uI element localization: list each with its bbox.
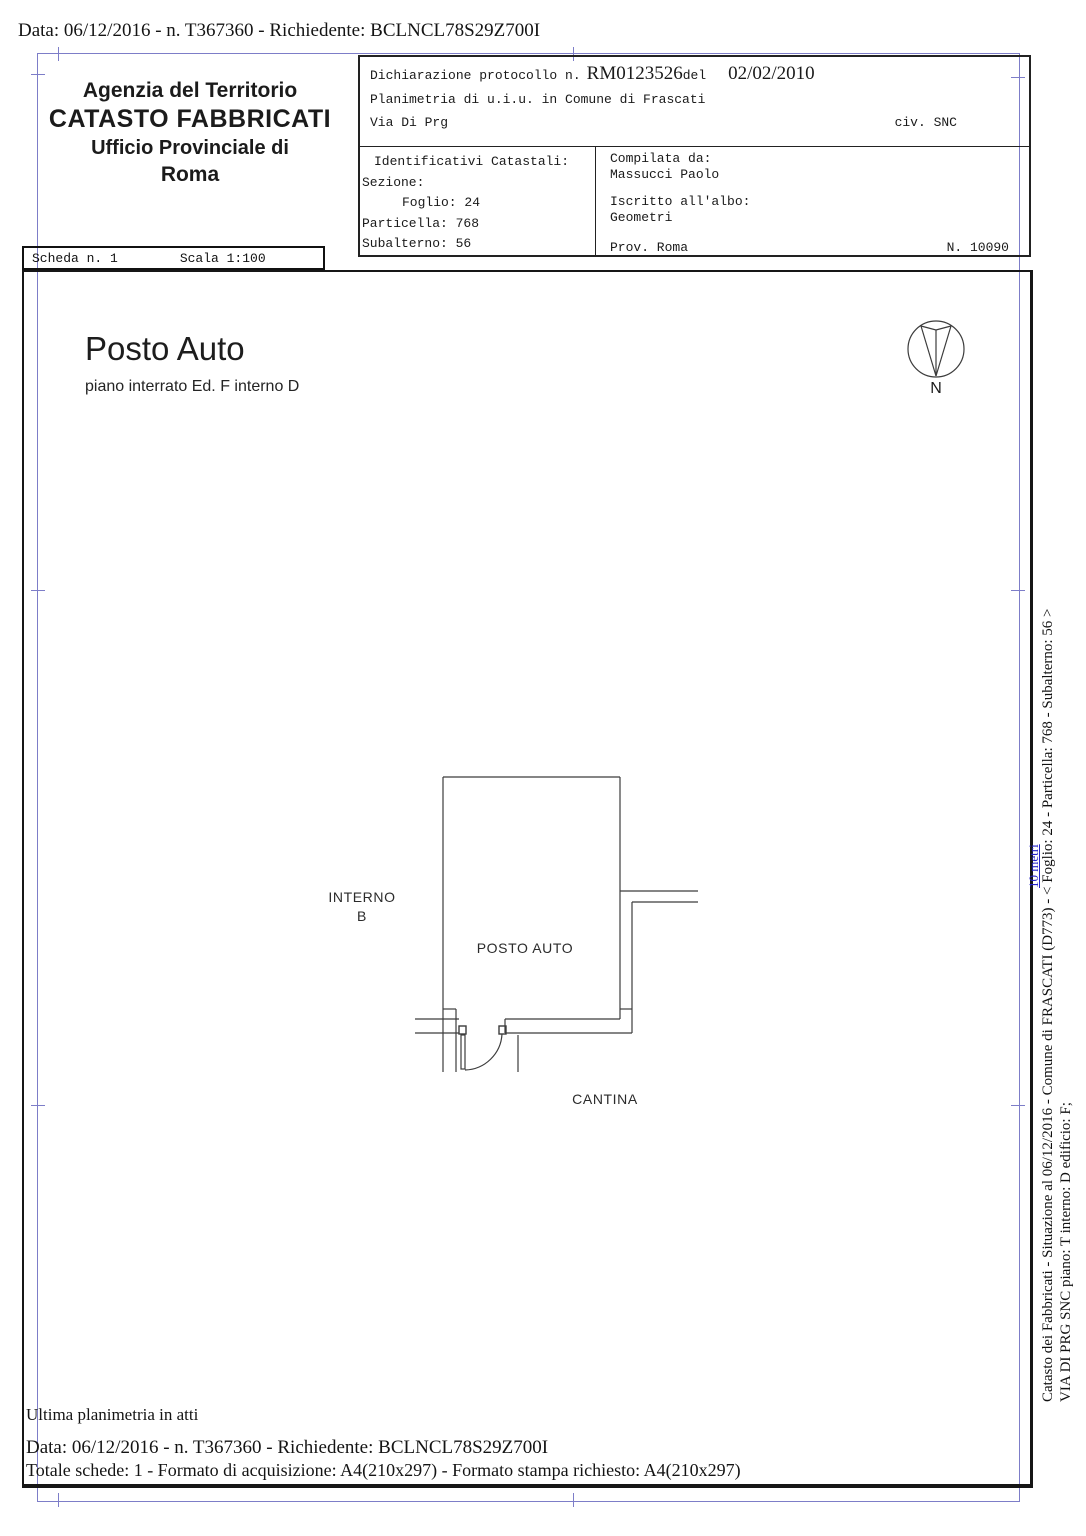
scala-value: Scala 1:100: [179, 250, 266, 266]
scheda-box: [22, 246, 325, 270]
compilata-name: Massucci Paolo: [610, 167, 720, 182]
civic-number: civ. SNC: [894, 115, 957, 130]
side-margin-line2: VIA DI PRG SNC piano: T interno: D edificio: F;: [1057, 1102, 1074, 1402]
protocol-number: RM0123526: [586, 63, 683, 84]
north-compass: [903, 318, 969, 402]
agency-header: [40, 78, 340, 188]
albo-value: Geometri: [610, 210, 673, 225]
prov-label: Prov. Roma: [610, 240, 689, 255]
plan-subtitle: piano interrato Ed. F interno D: [85, 378, 300, 395]
label-cantina: CANTINA: [572, 1091, 638, 1107]
scale-note: 10 metri: [1026, 844, 1041, 888]
planimetria-line: Planimetria di u.i.u. in Comune di Frascati: [370, 92, 706, 107]
identificativi-section: [360, 147, 596, 255]
albo-number: N. 10090: [946, 240, 1009, 255]
office-line: Ufficio Provinciale di: [91, 137, 289, 159]
label-posto-auto: POSTO AUTO: [476, 940, 574, 956]
sezione-row: Sezione:: [362, 174, 425, 190]
particella-row: Particella: 768: [362, 215, 480, 231]
identificativi-title: Identificativi Catastali:: [374, 154, 570, 169]
footer-data-line: Data: 06/12/2016 - n. T367360 - Richiedente: BCLNCL78S29Z700I: [26, 1437, 549, 1458]
label-interno: INTERNO: [328, 889, 396, 905]
compass-north-letter: N: [930, 380, 942, 397]
subalterno-row: Subalterno: 56: [362, 236, 472, 251]
foglio-row: Foglio: 24: [402, 195, 481, 210]
crop-tick: [58, 1493, 59, 1507]
footer-totale-line: Totale schede: 1 - Formato di acquisizione: A4(210x297) - Formato stampa richiesto: A4(210x297): [26, 1460, 741, 1480]
side-margin-text: [1040, 422, 1075, 1402]
scheda-number: Scheda n. 1: [32, 250, 118, 266]
declaration-box: [358, 55, 1031, 257]
plan-title: Posto Auto: [85, 330, 245, 367]
crop-tick: [31, 74, 45, 75]
request-header-line: Data: 06/12/2016 - n. T367360 - Richiedente: BCLNCL78S29Z700I: [18, 20, 541, 41]
compilata-section: [596, 147, 1029, 255]
office-city: Roma: [160, 163, 220, 186]
catasto-title: CATASTO FABBRICATI: [48, 105, 332, 133]
compilata-label: Compilata da:: [610, 151, 712, 166]
agency-name: Agenzia del Territorio: [82, 79, 298, 102]
albo-label: Iscritto all'albo:: [610, 194, 751, 209]
side-margin-line1: Catasto dei Fabbricati - Situazione al 06/12/2016 - Comune di FRASCATI (D773) - < Foglio: 24 - Particella: 768 - Subalterno: 56 >: [1040, 608, 1056, 1402]
crop-tick: [58, 47, 59, 61]
street-name: Via Di Prg: [370, 115, 449, 130]
crop-tick: [573, 1493, 574, 1507]
declaration-section: [360, 57, 1029, 147]
protocol-date: 02/02/2010: [728, 63, 815, 84]
footer-ultima-line: Ultima planimetria in atti: [26, 1405, 199, 1424]
north-arrow-icon: [903, 318, 969, 380]
declaration-label: Dichiarazione protocollo n.: [370, 68, 581, 83]
label-interno-letter: B: [357, 908, 367, 924]
del-word: del: [682, 68, 707, 83]
